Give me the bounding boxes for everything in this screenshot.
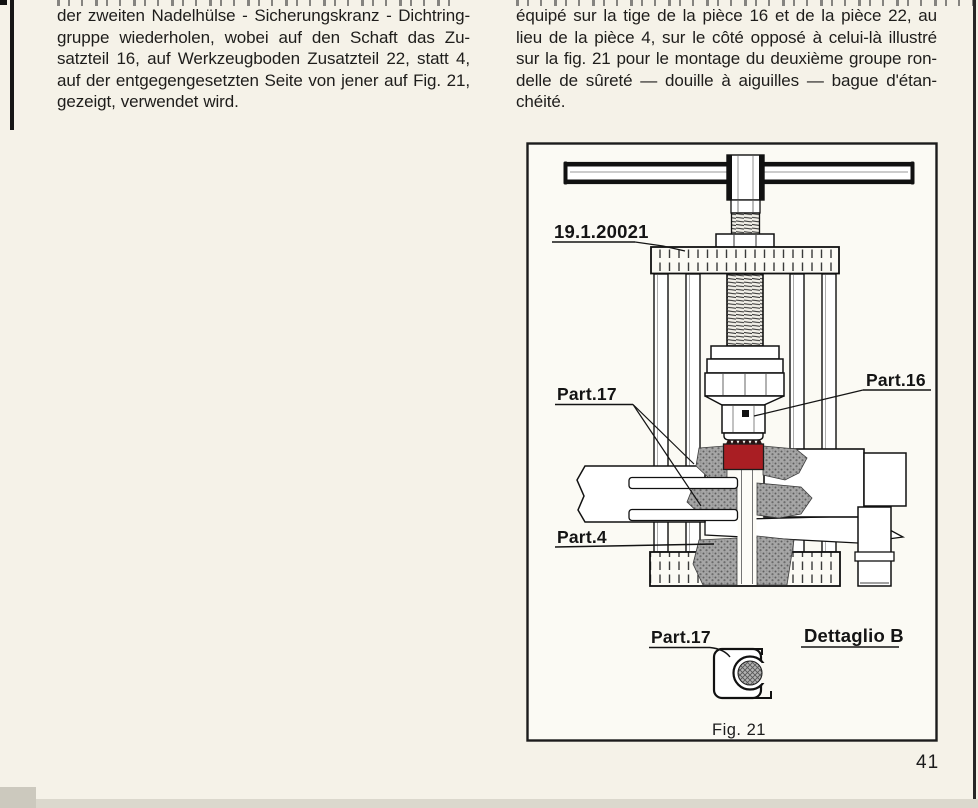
scan-bottom-band (0, 799, 978, 808)
figure-caption: Fig. 21 (712, 721, 766, 739)
housing-cap (864, 453, 906, 506)
oring-section (738, 661, 762, 685)
german-paragraph: der zweiten Nadelhülse - Sicherungskranz - Dichtring- gruppe wiederholen, wobei auf den Schaft das Zu- satzteil 16, auf Werkzeugboden Zusatzteil 22, statt 4, auf der entgegengesetzten Seite von jener auf Fig. 21, gezeigt, verwendet wird. (57, 6, 470, 112)
press-screw (727, 274, 763, 346)
part4-label: Part.4 (557, 527, 607, 547)
pipe-collar (855, 552, 894, 561)
part16-label: Part.16 (866, 370, 926, 390)
outlet-pipe (858, 507, 891, 586)
part17-detail-label: Part.17 (651, 627, 711, 647)
press-tool-diagram (526, 142, 938, 742)
needle-bushing-red (724, 444, 764, 470)
detail-b-label: Dettaglio B (804, 625, 904, 646)
french-paragraph: équipé sur la tige de la pièce 16 et de la pièce 22, au lieu de la pièce 4, sur le côté opposé à celui-là illustré sur la fig. 21 pour le montage du deuxième groupe ron- delle de sûreté — douille à aiguilles — bague d'étan- chéité. (516, 6, 937, 112)
scan-corner-mark (0, 0, 7, 5)
seal-strip-lower (629, 510, 738, 521)
top-plate (651, 247, 839, 274)
scan-edge-right (973, 0, 976, 808)
scan-edge-left (10, 0, 14, 130)
central-pin (738, 469, 757, 585)
part17-top-label: Part.17 (557, 384, 617, 404)
scan-bottom-corner (0, 787, 36, 808)
tool-number-label: 19.1.20021 (554, 221, 649, 242)
page-number: 41 (916, 752, 940, 773)
leader-dot (742, 410, 749, 417)
figure-21 (526, 142, 938, 742)
